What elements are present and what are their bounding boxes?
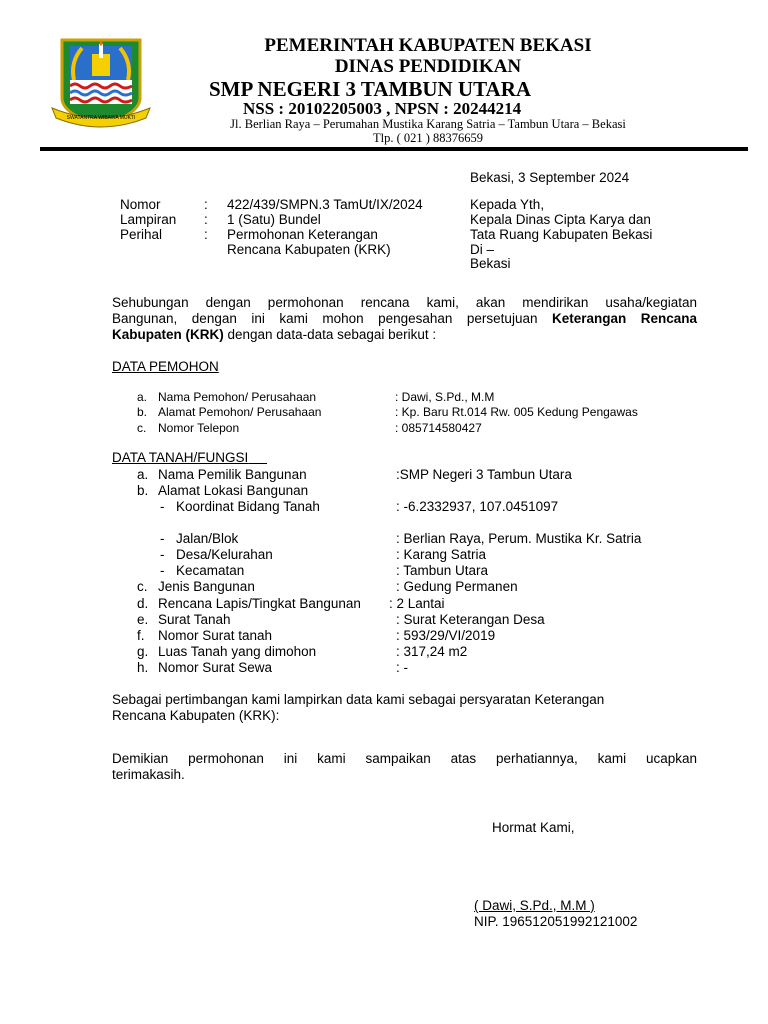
recipient-line: Kepala Dinas Cipta Karya dan [470, 212, 651, 227]
list-marker: f. [137, 628, 145, 643]
list-marker: c. [137, 421, 147, 435]
meta-label: Nomor [120, 197, 161, 212]
list-label: Jenis Bangunan [158, 579, 255, 594]
list-label: Nama Pemilik Bangunan [158, 467, 307, 482]
list-marker: e. [137, 612, 149, 627]
letterhead-address: Jl. Berlian Raya – Perumahan Mustika Karang Satria – Tambun Utara – Bekasi [230, 117, 626, 131]
list-label: Luas Tanah yang dimohon [158, 644, 317, 659]
list-label: Jalan/Blok [176, 531, 239, 546]
letterhead-divider [40, 147, 748, 151]
list-value: : Tambun Utara [396, 563, 489, 578]
list-label: Nama Pemohon/ Perusahaan [158, 390, 317, 404]
signature-greeting: Hormat Kami, [492, 820, 575, 835]
list-label: Rencana Lapis/Tingkat Bangunan [158, 596, 361, 611]
intro-line-1: Sehubungan dengan permohonan rencana kami, akan mendirikan usaha/kegiatan [112, 295, 697, 310]
intro-bold-text: Keterangan Rencana [551, 311, 698, 326]
closing-line-1: Demikian permohonan ini kami sampaikan atas perhatiannya, kami ucapkan [112, 751, 697, 766]
section-title-data-pemohon: DATA PEMOHON [112, 359, 219, 374]
section-title-text: DATA TANAH/FUNGSI [112, 450, 249, 465]
list-value: :SMP Negeri 3 Tambun Utara [396, 467, 572, 482]
list-value: : Gedung Permanen [396, 579, 518, 594]
list-marker: h. [137, 660, 149, 675]
recipient-line: Kepada Yth, [470, 197, 545, 212]
letterhead-school-name: SMP NEGERI 3 TAMBUN UTARA [209, 77, 532, 101]
attachment-line-2: Rencana Kabupaten (KRK): [112, 708, 280, 723]
list-label: Desa/Kelurahan [176, 547, 273, 562]
meta-value: Permohonan Keterangan [227, 227, 378, 242]
letterhead-phone: Tlp. ( 021 ) 88376659 [372, 131, 484, 145]
bekasi-regency-logo [48, 36, 154, 130]
list-value: : Kp. Baru Rt.014 Rw. 005 Kedung Pengawas [395, 405, 638, 419]
recipient-line: Tata Ruang Kabupaten Bekasi [470, 227, 653, 242]
meta-value: 1 (Satu) Bundel [227, 212, 321, 227]
meta-sep: : [204, 212, 208, 227]
list-label: Surat Tanah [158, 612, 231, 627]
list-marker: g. [137, 644, 149, 659]
list-marker: - [160, 531, 165, 546]
meta-value-continued: Rencana Kabupaten (KRK) [227, 242, 391, 257]
meta-sep: : [204, 227, 208, 242]
list-label: Kecamatan [176, 563, 245, 578]
recipient-line: Bekasi [470, 256, 511, 271]
list-label: Alamat Pemohon/ Perusahaan [158, 405, 322, 419]
meta-label: Perihal [120, 227, 163, 242]
list-label: Nomor Telepon [158, 421, 240, 435]
list-label: Nomor Surat Sewa [158, 660, 273, 675]
intro-bold-text: Kabupaten (KRK) [112, 327, 224, 342]
list-marker: b. [137, 405, 148, 419]
meta-value: 422/439/SMPN.3 TamUt/IX/2024 [227, 197, 423, 212]
list-value: : 085714580427 [395, 421, 482, 435]
closing-line-2: terimakasih. [112, 767, 185, 782]
intro-line-3 [112, 327, 697, 344]
list-label: Koordinat Bidang Tanah [176, 499, 320, 514]
list-value: : -6.2332937, 107.0451097 [396, 499, 559, 514]
list-label: Alamat Lokasi Bangunan [158, 483, 309, 498]
letterhead-department: DINAS PENDIDIKAN [334, 56, 522, 77]
attachment-line-1: Sebagai pertimbangan kami lampirkan data kami sebagai persyaratan Keterangan [112, 692, 605, 707]
letterhead-government: PEMERINTAH KABUPATEN BEKASI [264, 35, 592, 56]
intro-line-2 [112, 311, 697, 328]
svg-text:SWATANTRA WIBAWA MUKTI: SWATANTRA WIBAWA MUKTI [66, 115, 136, 121]
signature-nip: NIP. 196512051992121002 [474, 914, 638, 929]
list-value: : 593/29/VI/2019 [396, 628, 496, 643]
letter-date: Bekasi, 3 September 2024 [470, 170, 630, 185]
intro-text: Bangunan, dengan ini kami mohon pengesahan persetujuan [112, 311, 552, 326]
meta-sep: : [204, 197, 208, 212]
list-marker: c. [137, 579, 148, 594]
list-marker: a. [137, 467, 149, 482]
signature-name: ( Dawi, S.Pd., M.M ) [474, 898, 595, 913]
list-value: : Karang Satria [396, 547, 487, 562]
section-title-data-tanah [112, 450, 267, 465]
intro-text: dengan data-data sebagai berikut : [223, 327, 437, 342]
list-value: : 2 Lantai [389, 596, 445, 611]
list-marker: d. [137, 596, 149, 611]
meta-label: Lampiran [120, 212, 177, 227]
list-value: : 317,24 m2 [396, 644, 468, 659]
list-value: : - [396, 660, 408, 675]
list-label: Nomor Surat tanah [158, 628, 273, 643]
section-title-underline-tail [248, 450, 267, 465]
list-value: : Berlian Raya, Perum. Mustika Kr. Satria [396, 531, 642, 546]
list-marker: a. [137, 390, 148, 404]
letterhead-nss-npsn: NSS : 20102205003 , NPSN : 20244214 [243, 99, 522, 118]
list-marker: - [160, 499, 165, 514]
list-marker: b. [137, 483, 149, 498]
list-marker: - [160, 563, 165, 578]
recipient-line: Di – [470, 242, 495, 257]
list-value: : Dawi, S.Pd., M.M [395, 390, 495, 404]
list-value: : Surat Keterangan Desa [396, 612, 545, 627]
list-marker: - [160, 547, 165, 562]
